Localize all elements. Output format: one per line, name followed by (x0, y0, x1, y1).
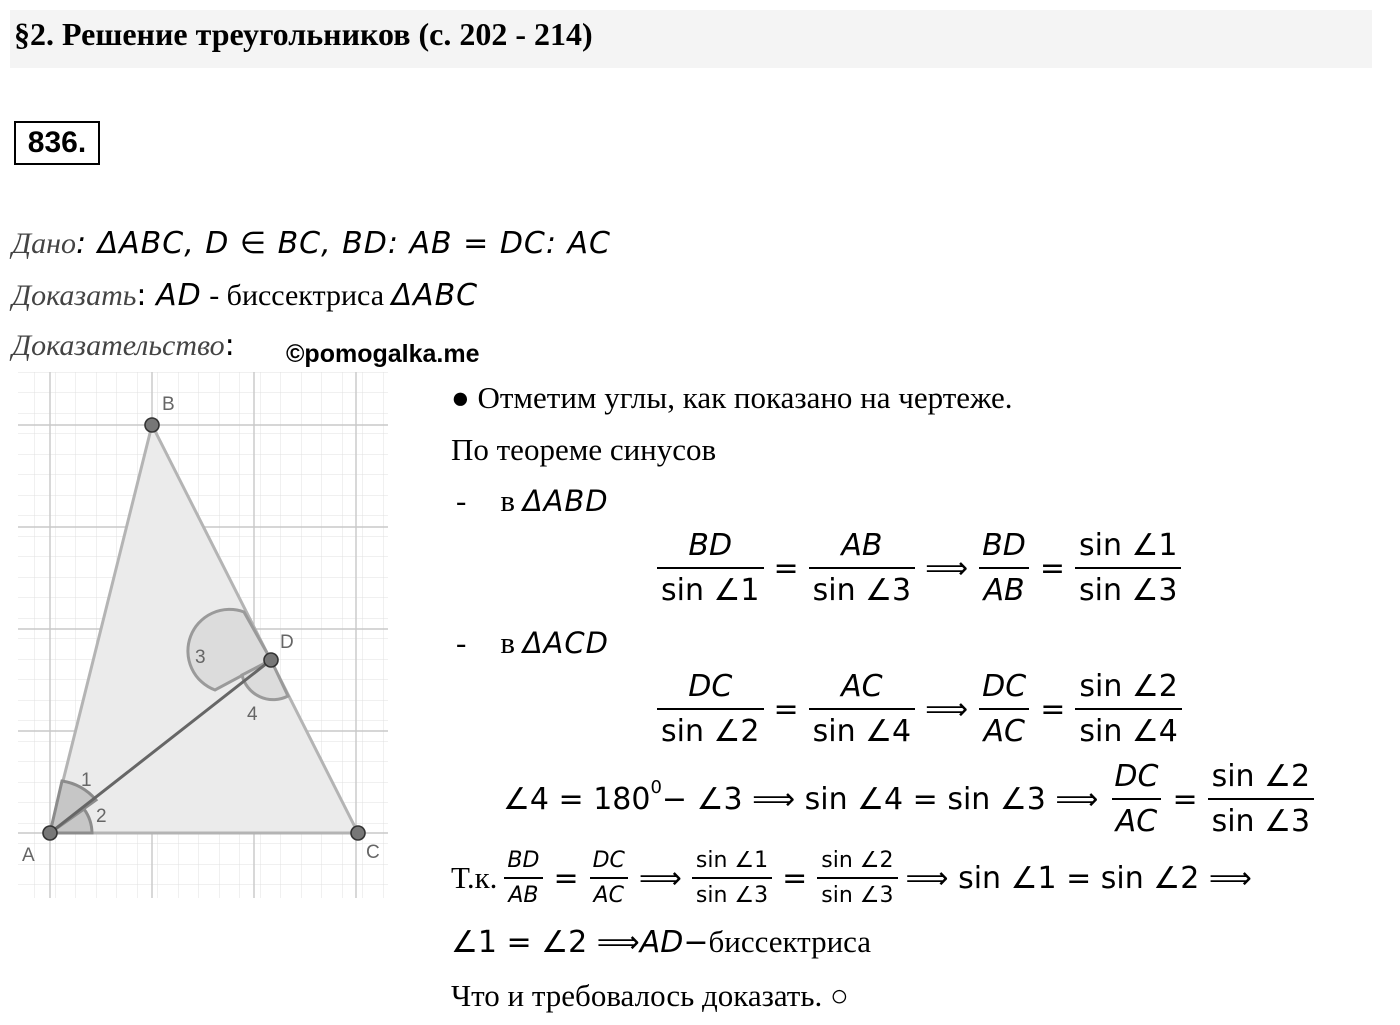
proof-label: Доказательство (12, 329, 225, 362)
section-title: §2. Решение треугольников (с. 202 - 214) (14, 16, 593, 52)
point-b (145, 418, 159, 432)
eq3-mid: − ∠3 ⟹ sin ∠4 = sin ∠3 ⟹ (661, 781, 1099, 817)
solution-conclusion: Что и требовалось доказать. ○ (451, 978, 849, 1013)
eq4-tail: ⟹ sin ∠1 = sin ∠2 ⟹ (905, 860, 1252, 896)
eq2-fraction-3: $\frac{DC}{AC}$ (978, 669, 1030, 749)
prove-line (12, 278, 478, 313)
equation-4: Т.к. $\frac{BD}{AB}$ = $\frac{DC}{AC}$ ⟹ $\frac{\sin \angle 1}{\sin \angle 3}$ = $\frac{\sin \angle 2}{\sin \angle 3}$ ⟹ sin ∠1 = sin ∠2 ⟹ (451, 848, 1252, 908)
point-d (264, 653, 278, 667)
label-angle-4: 4 (247, 704, 258, 725)
label-angle-2: 2 (96, 806, 107, 827)
label-b: B (162, 394, 175, 415)
prove-text: - биссектриса (201, 279, 392, 312)
eq3-fraction-1: $\frac{DC}{AC}$ (1110, 759, 1162, 839)
eq2-fraction-4: $\frac{\sin \angle 2}{\sin \angle 4}$ (1075, 669, 1182, 749)
label-a: A (22, 845, 35, 866)
prove-math: AD (156, 278, 202, 313)
equation-1: $\frac{BD}{\sin \angle 1}$ = $\frac{AB}{\sin \angle 3}$ ⟹ $\frac{BD}{AB}$ = $\frac{\sin \angle 1}{\sin \angle 3}$ (657, 528, 1181, 608)
case1-dash: - (456, 483, 467, 518)
eq2-fraction-1: $\frac{DC}{\sin \angle 2}$ (657, 669, 764, 749)
case1-text: в (500, 483, 523, 518)
given-text: : ΔABC, D ∈ BC, BD: AB = DC: AC (75, 226, 611, 261)
eq4-fraction-4: $\frac{\sin \angle 2}{\sin \angle 3}$ (817, 848, 897, 908)
case1-triangle: ΔABD (522, 484, 609, 518)
problem-number: 836. (14, 121, 100, 165)
eq1-fraction-2: $\frac{AB}{\sin \angle 3}$ (809, 528, 916, 608)
given-line (12, 226, 611, 261)
label-c: C (366, 842, 380, 863)
point-a (43, 826, 57, 840)
eq1-fraction-1: $\frac{BD}{\sin \angle 1}$ (657, 528, 764, 608)
prove-colon: : (136, 278, 157, 313)
prove-triangle: ΔABC (391, 278, 479, 313)
proof-colon: : (224, 328, 235, 363)
eq1-fraction-4: $\frac{\sin \angle 1}{\sin \angle 3}$ (1075, 528, 1182, 608)
case1-line (456, 483, 609, 519)
proof-line (12, 328, 235, 363)
eq1-fraction-3: $\frac{BD}{AB}$ (978, 528, 1030, 608)
triangle-figure (14, 372, 394, 902)
eq3-lhs: ∠4 = 180 (503, 781, 651, 817)
solution-theorem: По теореме синусов (451, 432, 717, 467)
case2-text: в (500, 625, 523, 660)
equation-3: ∠4 = 180 $^0$ − ∠3 ⟹ sin ∠4 = sin ∠3 ⟹ $\frac{DC}{AC}$ = $\frac{\sin \angle 2}{\sin \angle 3}$ (503, 759, 1314, 839)
eq4-prefix: Т.к. (451, 860, 498, 895)
eq4-fraction-3: $\frac{\sin \angle 1}{\sin \angle 3}$ (692, 848, 772, 908)
eq3-fraction-2: $\frac{\sin \angle 2}{\sin \angle 3}$ (1208, 759, 1315, 839)
label-d: D (280, 632, 294, 653)
label-angle-1: 1 (81, 770, 92, 791)
given-label: Дано (12, 227, 76, 260)
eq4-fraction-1: $\frac{BD}{AB}$ (503, 848, 543, 908)
equation-5 (451, 924, 871, 960)
label-angle-3: 3 (195, 647, 206, 668)
case2-line (456, 625, 609, 661)
eq5-word: биссектриса (708, 924, 872, 959)
prove-label: Доказать (12, 279, 137, 312)
point-c (351, 826, 365, 840)
case2-dash: - (456, 625, 467, 660)
eq2-fraction-2: $\frac{AC}{\sin \angle 4}$ (809, 669, 916, 749)
watermark: ©pomogalka.me (286, 340, 480, 368)
equation-2: $\frac{DC}{\sin \angle 2}$ = $\frac{AC}{\sin \angle 4}$ ⟹ $\frac{DC}{AC}$ = $\frac{\sin \angle 2}{\sin \angle 4}$ (657, 669, 1182, 749)
eq3-degree: 0 (650, 777, 662, 798)
eq5-minus: − (683, 924, 709, 960)
eq5-math: ∠1 = ∠2 ⟹ (451, 924, 640, 960)
eq4-fraction-2: $\frac{DC}{AC}$ (589, 848, 629, 908)
solution-intro: ● Отметим углы, как показано на чертеже. (451, 380, 1013, 415)
case2-triangle: ΔACD (522, 626, 609, 660)
eq5-ad: AD (639, 924, 684, 960)
